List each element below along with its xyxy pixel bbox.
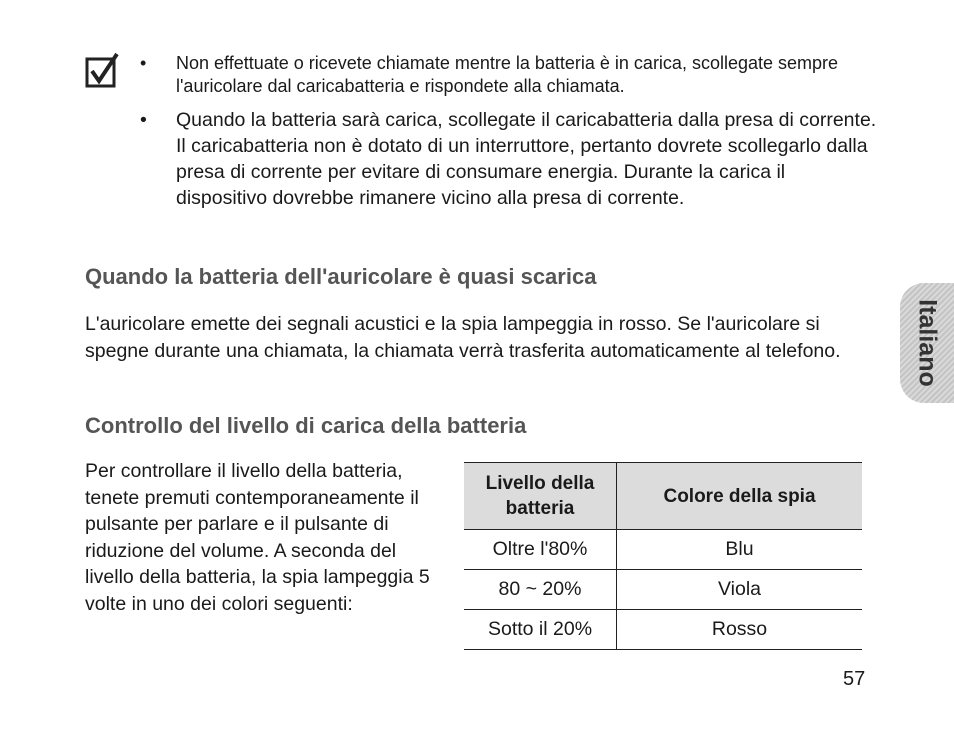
battery-level-table xyxy=(464,462,862,650)
color-cell: Blu xyxy=(617,530,863,570)
section-heading-battery-check: Controllo del livello di carica della batteria xyxy=(85,413,527,438)
language-label: Italiano xyxy=(913,299,942,387)
section-body-low-battery: L'auricolare emette dei segnali acustici e la spia lampeggia in rosso. Se l'auricolare si spegne durante una chiamata, la chiamata verrà trasferita automaticamente al telefono. xyxy=(85,313,841,362)
column-header-level: Livello della batteria xyxy=(464,463,617,530)
column-header-color: Colore della spia xyxy=(617,463,863,530)
section-body-battery-check: Per controllare il livello della batteria, tenete premuti contemporaneamente il pulsante per parlare e il pulsante di riduzione del volume. A seconda del livello della batteria, la spia lampeggia 5 volte in uno dei colori seguenti: xyxy=(85,460,430,615)
table-header-row xyxy=(464,463,862,530)
note-text: Non effettuate o ricevete chiamate mentre la batteria è in carica, scollegate sempre l'auricolare dal caricabatteria e rispondete alla chiamata. xyxy=(176,53,839,96)
note-list xyxy=(140,52,880,211)
bullet-icon: • xyxy=(140,53,147,73)
note-item xyxy=(140,107,880,211)
color-cell: Rosso xyxy=(617,610,863,650)
note-item xyxy=(140,52,880,98)
color-cell: Viola xyxy=(617,570,863,610)
bullet-icon: • xyxy=(140,109,147,131)
table-row xyxy=(464,610,862,650)
level-cell: 80 ~ 20% xyxy=(464,570,617,610)
table-row xyxy=(464,570,862,610)
language-side-tab xyxy=(900,283,954,403)
note-text: Quando la batteria sarà carica, scollegate il caricabatteria dalla presa di corrente. Il caricabatteria non è dotato di un interruttore, pertanto dovrete scollegarlo dalla presa di corrente per evitare di consumare energia. Durante la carica il dispositivo dovrebbe rimanere vicino alla presa di corrente. xyxy=(176,109,877,209)
checkbox-note-icon xyxy=(84,52,120,90)
table-row xyxy=(464,530,862,570)
section-heading-low-battery: Quando la batteria dell'auricolare è quasi scarica xyxy=(85,264,597,289)
level-cell: Sotto il 20% xyxy=(464,610,617,650)
page-number: 57 xyxy=(843,668,866,690)
level-cell: Oltre l'80% xyxy=(464,530,617,570)
